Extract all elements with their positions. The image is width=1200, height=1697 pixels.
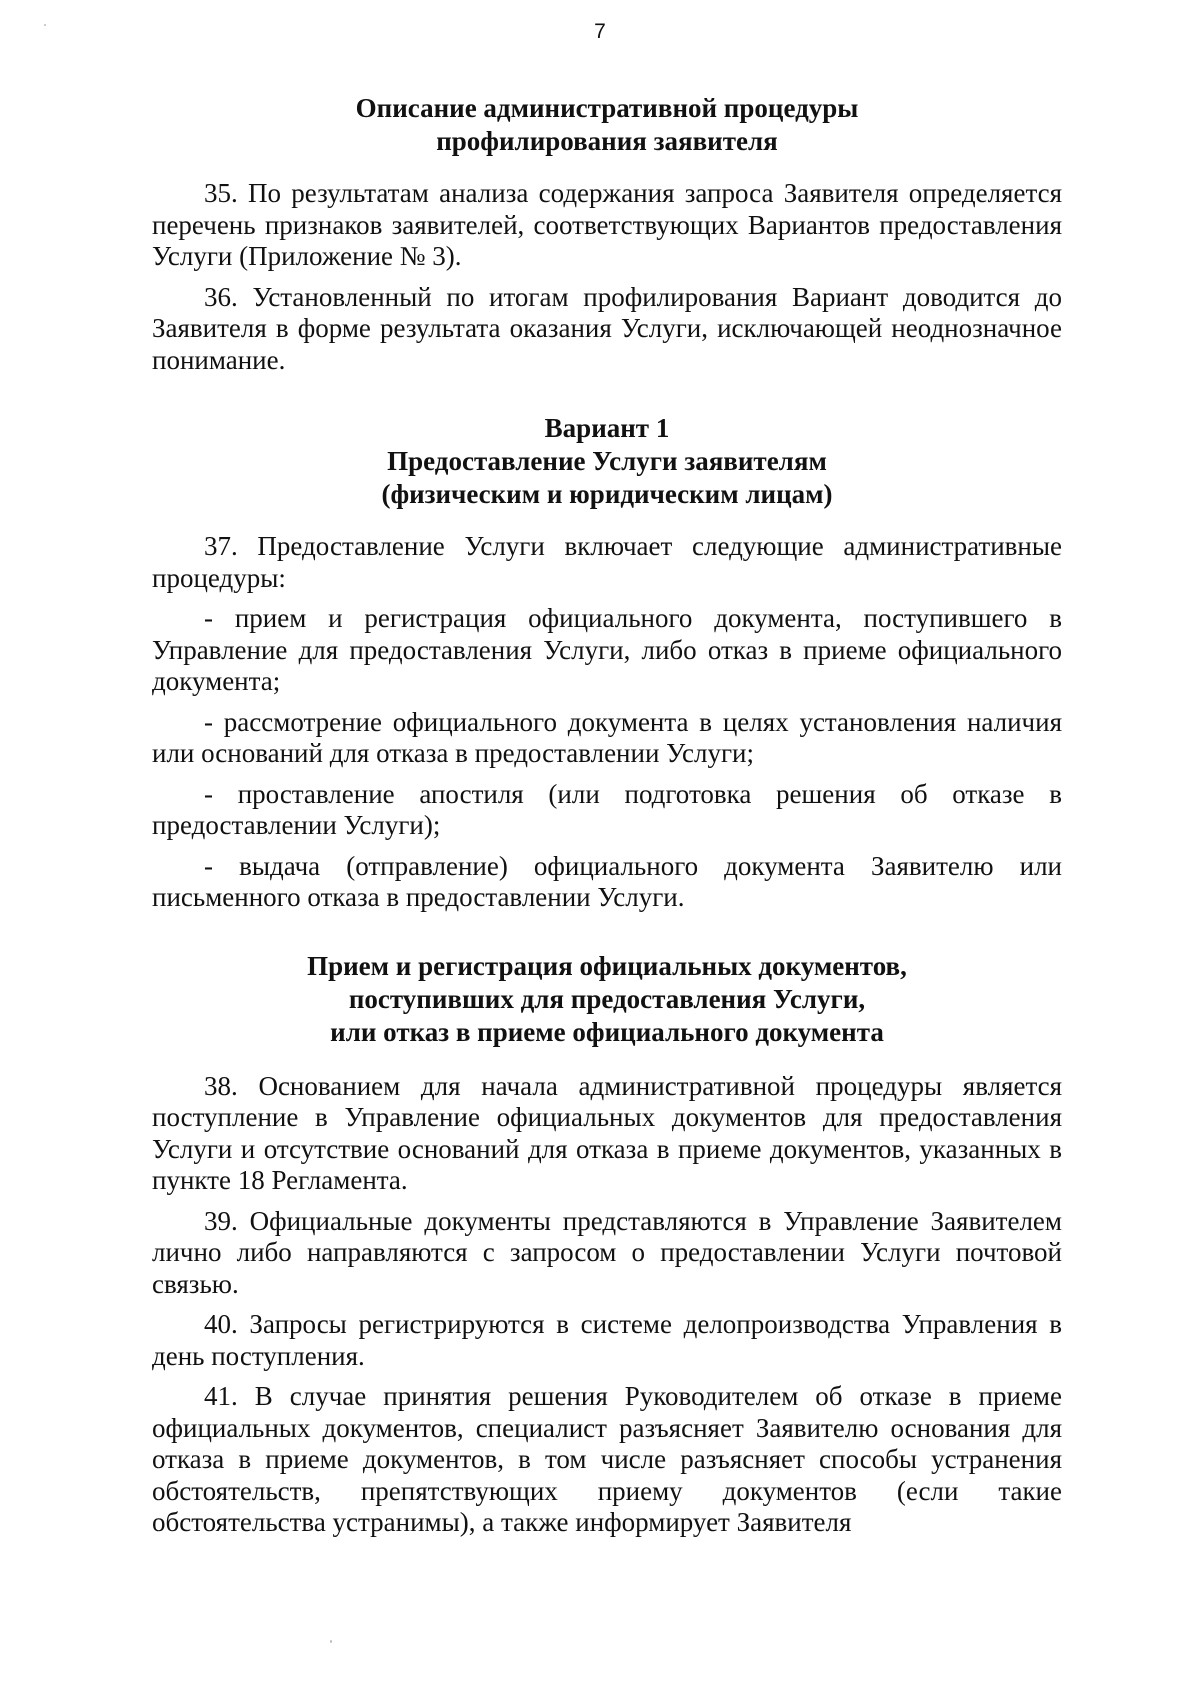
section-heading-profiling [152, 92, 1062, 158]
section-heading-variant-1 [152, 412, 1062, 511]
list-item-apostille: - проставление апостиля (или подготовка решения об отказе в предоставлении Услуги); [152, 778, 1062, 840]
list-item-review: - рассмотрение официального документа в целях установления наличия или оснований для отказа в предоставлении Услуги; [152, 706, 1062, 768]
heading-line: поступивших для предоставления Услуги, [348, 983, 866, 1014]
paragraph-39: 39. Официальные документы представляются в Управление Заявителем лично либо направляются с запросом о предоставлении Услуги почтовой связью. [152, 1205, 1062, 1299]
list-item-reception: - прием и регистрация официального документа, поступившего в Управление для предоставления Услуги, либо отказ в приеме официального документа; [152, 603, 1062, 696]
heading-line: или отказ в приеме официального документа [330, 1016, 884, 1047]
heading-line: Вариант 1 [544, 413, 670, 443]
scan-speck [330, 1640, 332, 1643]
paragraph-37: 37. Предоставление Услуги включает следующие административные процедуры: [152, 531, 1062, 593]
list-item-issuance: - выдача (отправление) официального документа Заявителю или письменного отказа в предоставлении Услуги. [152, 850, 1062, 912]
paragraph-35: 35. По результатам анализа содержания запроса Заявителя определяется перечень признаков заявителей, соответствующих Вариантов предоставления Услуги (Приложение № 3). [152, 178, 1062, 271]
heading-line: Описание административной процедуры [355, 93, 859, 123]
heading-line: профилирования заявителя [436, 126, 778, 156]
page-number: 7 [594, 20, 606, 43]
document-body [152, 92, 1062, 1539]
heading-line: Предоставление Услуги заявителям [387, 446, 827, 476]
paragraph-40: 40. Запросы регистрируются в системе делопроизводства Управления в день поступления. [152, 1309, 1062, 1371]
paragraph-38: 38. Основанием для начала административной процедуры является поступление в Управление официальных документов для предоставления Услуги и отсутствие оснований для отказа в приеме документов, указанных в пункте 18 Регламента. [152, 1070, 1062, 1195]
paragraph-36: 36. Установленный по итогам профилирования Вариант доводится до Заявителя в форме результата оказания Услуги, исключающей неоднозначное понимание. [152, 281, 1062, 375]
section-heading-reception [152, 950, 1062, 1049]
paragraph-41: 41. В случае принятия решения Руководителем об отказе в приеме официальных документов, специалист разъясняет Заявителю основания для отказа в приеме документов, в том числе разъясняет способы устранения обстоятельств, препятствующих приему документов (если такие обстоятельства устранимы), а также информирует Заявителя [152, 1381, 1062, 1537]
heading-line: (физическим и юридическим лицам) [381, 479, 833, 509]
heading-line: Прием и регистрация официальных документов, [307, 950, 907, 981]
